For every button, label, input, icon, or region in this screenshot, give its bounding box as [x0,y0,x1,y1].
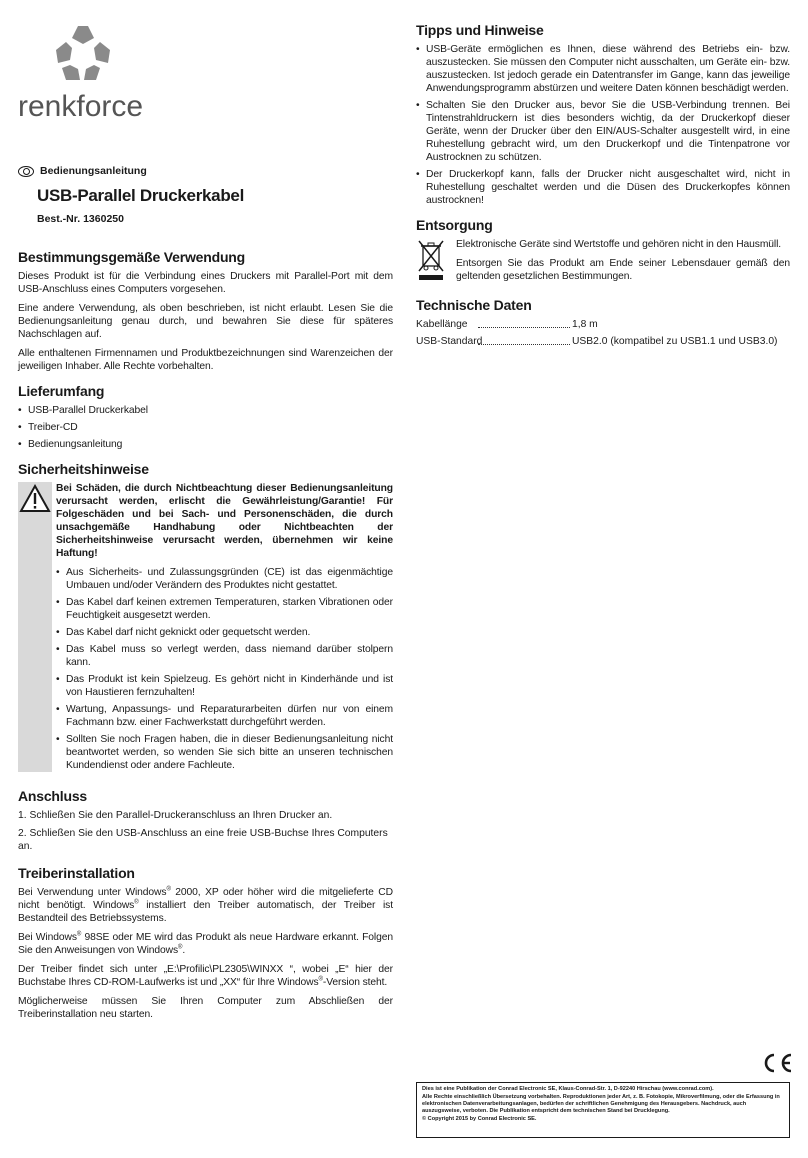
entsorgung-para: Elektronische Geräte sind Wertstoffe und gehören nicht in den Hausmüll. [456,239,782,250]
treiber-para: Möglicherweise müssen Sie Ihren Computer zum Abschließen der Treiberinstallation neu starten. [18,996,393,1020]
product-title: USB-Parallel Druckerkabel [37,186,244,205]
tech-row: USB-Standard USB2.0 (kompatibel zu USB1.1 und USB3.0) [416,336,778,347]
brand-wordmark: renkforce [18,90,144,123]
imprint-line: Alle Rechte einschließlich Übersetzung vorbehalten. Reproduktionen jeder Art, z. B. Fotokopie, Mikroverfilmung, oder die Erfassung in elektronischen Datenverarbeitungsanlagen, bedürfen der schriftlichen Genehmigung des Herausgebers. Nachdruck, auch auszugsweise, verboten. Die Publikation entspricht dem technischen Stand bei Drucklegung. [422,1094,780,1114]
list-item: • USB-Geräte ermöglichen es Ihnen, diese während des Betriebs ein- bzw. auszustecken. Sie müssen den Computer nicht ausschalten, um Geräte ein- bzw. auszustecken. Ist jedoch gerade ein Datentransfer im Gange, kann das jeweilige Anwendungsprogramm abstürzen und weitere Daten können beschädigt werden. [416,44,790,94]
list-item: • Der Druckerkopf kann, falls der Drucker nicht ausgeschaltet wird, nicht in Ruhestellung geschaltet werden und die Düsen des Druckerkopfes können austrocknen! [416,169,790,206]
bestimmung-para: Eine andere Verwendung, als oben beschrieben, ist nicht erlaubt. Lesen Sie die Bedienungsanleitung genau durch, und bewahren Sie diese für späteres Nachschlagen auf. [18,303,393,340]
heading-bestimmung: Bestimmungsgemäße Verwendung [18,249,246,265]
list-item: • Das Kabel darf nicht geknickt oder gequetscht werden. [56,627,311,638]
eye-icon [18,166,34,177]
heading-treiber: Treiberinstallation [18,865,135,881]
warning-triangle-icon [18,482,52,516]
weee-symbol [416,238,456,289]
heading-tipps: Tipps und Hinweise [416,22,544,38]
renkforce-logo [18,20,168,130]
bestimmung-para: Alle enthaltenen Firmennamen und Produktbezeichnungen sind Warenzeichen der jeweiligen Inhaber. Alle Rechte vorbehalten. [18,348,393,372]
heading-lieferumfang: Lieferumfang [18,383,105,399]
doc-type [18,165,147,177]
list-item: • Aus Sicherheits- und Zulassungsgründen (CE) ist das eigenmächtige Umbauen und/oder Verändern des Produktes nicht gestattet. [56,567,393,591]
list-item: • Wartung, Anpassungs- und Reparaturarbeiten dürfen nur von einem Fachmann bzw. einer Fachwerkstatt durchgeführt werden. [56,704,393,728]
safety-block [18,482,393,776]
list-item: • Schalten Sie den Drucker aus, bevor Sie die USB-Verbindung trennen. Bei Tintenstrahldruckern ist dies besonders wichtig, da der Druckerkopf dieser Geräte, wenn der Drucker über den EIN/AUS-Schalter ausgestellt wird, in eine Ruhestellung gebracht wird, um den Druckerkopf und die Tintenpatrone vor Austrocknen zu schützen. [416,100,790,163]
safety-list [56,566,393,772]
heading-anschluss: Anschluss [18,788,87,804]
doc-type-label: Bedienungsanleitung [40,165,147,177]
order-number: Best.-Nr. 1360250 [37,213,124,225]
imprint-box [416,1082,790,1138]
list-item: • USB-Parallel Druckerkabel [18,405,148,416]
list-item: • Das Produkt ist kein Spielzeug. Es gehört nicht in Kinderhände und ist von Haustieren fernzuhalten! [56,674,393,698]
list-item: • Treiber-CD [18,422,78,433]
ce-mark [760,1052,794,1074]
treiber-para: Der Treiber findet sich unter „E:\Profilic\PL2305\WINXX “, wobei „E“ hier der Buchstabe Ihres CD-ROM-Laufwerks ist und „XX“ für Ihre Windows®-Version steht. [18,964,393,988]
imprint-line: Dies ist eine Publikation der Conrad Electronic SE, Klaus-Conrad-Str. 1, D-92240 Hirschau (www.conrad.com). [422,1086,714,1092]
safety-intro: Bei Schäden, die durch Nichtbeachtung dieser Bedienungsanleitung verursacht werden, erlischt die Gewährleistung/Garantie! Für Folgeschäden und bei Sach- und Personenschäden, die durch unsachgemäße Handhabung oder Nichtbeachten der Sicherheitshinweise verursacht werden, übernehmen wir keine Haftung! [56,483,393,559]
treiber-para: Bei Verwendung unter Windows® 2000, XP oder höher wird die mitgelieferte CD nicht benötigt. Windows® installiert den Treiber automatisch, der Treiber ist Bestandteil des Betriebssystems. [18,886,393,924]
entsorgung-text [456,238,790,289]
list-item: • Bedienungsanleitung [18,439,123,450]
list-item: 2. Schließen Sie den USB-Anschluss an eine freie USB-Buchse Ihres Computers an. [18,828,388,852]
anschluss-steps [18,809,393,853]
safety-body [56,482,393,776]
list-item: • Das Kabel muss so verlegt werden, dass niemand darüber stolpern kann. [56,644,393,668]
lieferumfang-list [18,404,393,451]
heading-sicherheit: Sicherheitshinweise [18,461,149,477]
imprint-line: © Copyright 2015 by Conrad Electronic SE. [422,1116,537,1122]
renkforce-emblem-icon [18,20,168,130]
heading-entsorgung: Entsorgung [416,217,493,233]
list-item: • Sollten Sie noch Fragen haben, die in dieser Bedienungsanleitung nicht beantwortet werden, so wenden Sie sich bitte an unseren technischen Kundendienst oder andere Fachleute. [56,734,393,771]
entsorgung-para: Entsorgen Sie das Produkt am Ende seiner Lebensdauer gemäß den geltenden gesetzlichen Bestimmungen. [456,258,790,282]
tipps-list [416,43,790,207]
heading-technische: Technische Daten [416,297,532,313]
list-item: • Das Kabel darf keinen extremen Temperaturen, starken Vibrationen oder Feuchtigkeit ausgesetzt werden. [56,597,393,621]
body-right [416,22,790,352]
treiber-para: Bei Windows® 98SE oder ME wird das Produkt als neue Hardware erkannt. Folgen Sie den Anweisungen von Windows®. [18,931,393,956]
warning-sidebar [18,482,56,776]
body-left [18,249,393,1027]
tech-row: Kabellänge 1,8 m [416,319,598,330]
bestimmung-para: Dieses Produkt ist für die Verbindung eines Druckers mit Parallel-Port mit dem USB-Anschluss eines Computers vorgesehen. [18,271,393,295]
entsorgung-block [416,238,790,289]
list-item: 1. Schließen Sie den Parallel-Druckeranschluss an Ihren Drucker an. [18,810,333,821]
ce-mark-icon [760,1052,794,1074]
crossed-bin-icon [416,238,446,282]
warning-bar [18,482,52,772]
